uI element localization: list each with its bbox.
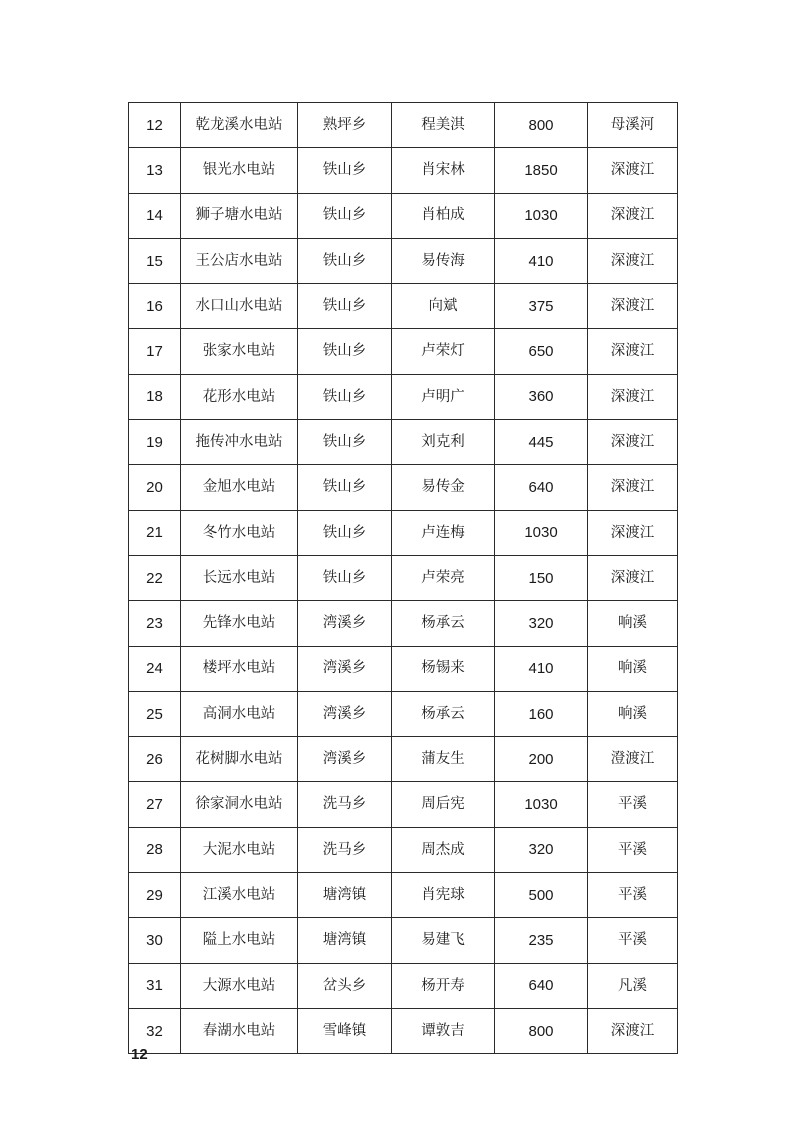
cell-owner: 肖宋林	[392, 148, 495, 193]
cell-capacity: 1030	[495, 782, 588, 827]
cell-serial-number: 18	[129, 374, 181, 419]
cell-serial-number: 28	[129, 827, 181, 872]
cell-river: 平溪	[588, 873, 678, 918]
cell-river: 深渡江	[588, 238, 678, 283]
cell-river: 深渡江	[588, 329, 678, 374]
cell-station-name: 水口山水电站	[181, 284, 298, 329]
cell-station-name: 王公店水电站	[181, 238, 298, 283]
cell-township: 铁山乡	[298, 284, 392, 329]
cell-station-name: 隘上水电站	[181, 918, 298, 963]
cell-capacity: 800	[495, 103, 588, 148]
cell-township: 铁山乡	[298, 420, 392, 465]
cell-station-name: 冬竹水电站	[181, 510, 298, 555]
cell-capacity: 200	[495, 737, 588, 782]
cell-serial-number: 32	[129, 1008, 181, 1053]
cell-river: 深渡江	[588, 193, 678, 238]
cell-township: 洗马乡	[298, 827, 392, 872]
cell-owner: 向斌	[392, 284, 495, 329]
cell-serial-number: 20	[129, 465, 181, 510]
table-row	[129, 918, 678, 963]
cell-river: 澄渡江	[588, 737, 678, 782]
cell-capacity: 650	[495, 329, 588, 374]
cell-owner: 卢明广	[392, 374, 495, 419]
cell-township: 雪峰镇	[298, 1008, 392, 1053]
cell-river: 深渡江	[588, 148, 678, 193]
cell-township: 铁山乡	[298, 329, 392, 374]
table-row	[129, 555, 678, 600]
cell-serial-number: 17	[129, 329, 181, 374]
cell-station-name: 狮子塘水电站	[181, 193, 298, 238]
cell-owner: 蒲友生	[392, 737, 495, 782]
table-row	[129, 646, 678, 691]
cell-owner: 周杰成	[392, 827, 495, 872]
cell-station-name: 楼坪水电站	[181, 646, 298, 691]
cell-serial-number: 27	[129, 782, 181, 827]
cell-station-name: 张家水电站	[181, 329, 298, 374]
cell-capacity: 150	[495, 555, 588, 600]
cell-capacity: 320	[495, 601, 588, 646]
cell-owner: 程美淇	[392, 103, 495, 148]
cell-river: 平溪	[588, 827, 678, 872]
table-row	[129, 103, 678, 148]
cell-river: 平溪	[588, 782, 678, 827]
cell-owner: 杨开寿	[392, 963, 495, 1008]
cell-station-name: 花形水电站	[181, 374, 298, 419]
hydropower-station-table	[128, 102, 678, 1054]
cell-township: 湾溪乡	[298, 691, 392, 736]
cell-township: 塘湾镇	[298, 918, 392, 963]
cell-river: 深渡江	[588, 465, 678, 510]
cell-station-name: 高洞水电站	[181, 691, 298, 736]
table-row	[129, 238, 678, 283]
page-number: 12	[131, 1046, 148, 1063]
cell-township: 铁山乡	[298, 193, 392, 238]
cell-serial-number: 29	[129, 873, 181, 918]
cell-river: 响溪	[588, 601, 678, 646]
cell-owner: 肖宪球	[392, 873, 495, 918]
cell-capacity: 640	[495, 465, 588, 510]
cell-township: 铁山乡	[298, 555, 392, 600]
table-row	[129, 284, 678, 329]
cell-station-name: 徐家洞水电站	[181, 782, 298, 827]
cell-river: 深渡江	[588, 510, 678, 555]
cell-station-name: 先锋水电站	[181, 601, 298, 646]
cell-township: 铁山乡	[298, 374, 392, 419]
cell-serial-number: 13	[129, 148, 181, 193]
cell-township: 铁山乡	[298, 465, 392, 510]
cell-serial-number: 14	[129, 193, 181, 238]
cell-serial-number: 31	[129, 963, 181, 1008]
cell-township: 塘湾镇	[298, 873, 392, 918]
cell-capacity: 640	[495, 963, 588, 1008]
cell-station-name: 拖传冲水电站	[181, 420, 298, 465]
table-row	[129, 148, 678, 193]
cell-owner: 杨承云	[392, 601, 495, 646]
cell-river: 深渡江	[588, 374, 678, 419]
cell-station-name: 春湖水电站	[181, 1008, 298, 1053]
cell-capacity: 360	[495, 374, 588, 419]
cell-station-name: 乾龙溪水电站	[181, 103, 298, 148]
cell-capacity: 410	[495, 238, 588, 283]
cell-serial-number: 16	[129, 284, 181, 329]
cell-owner: 易建飞	[392, 918, 495, 963]
cell-capacity: 235	[495, 918, 588, 963]
cell-river: 深渡江	[588, 420, 678, 465]
cell-river: 平溪	[588, 918, 678, 963]
cell-capacity: 800	[495, 1008, 588, 1053]
cell-township: 湾溪乡	[298, 601, 392, 646]
table-row	[129, 374, 678, 419]
table-row	[129, 827, 678, 872]
cell-serial-number: 12	[129, 103, 181, 148]
cell-owner: 卢连梅	[392, 510, 495, 555]
cell-owner: 杨锡来	[392, 646, 495, 691]
table-row	[129, 963, 678, 1008]
cell-serial-number: 19	[129, 420, 181, 465]
table-row	[129, 193, 678, 238]
cell-owner: 谭敦吉	[392, 1008, 495, 1053]
table-row	[129, 465, 678, 510]
cell-station-name: 银光水电站	[181, 148, 298, 193]
cell-station-name: 花树脚水电站	[181, 737, 298, 782]
cell-owner: 易传海	[392, 238, 495, 283]
cell-serial-number: 30	[129, 918, 181, 963]
cell-capacity: 1030	[495, 510, 588, 555]
table-row	[129, 601, 678, 646]
cell-capacity: 410	[495, 646, 588, 691]
cell-river: 母溪河	[588, 103, 678, 148]
cell-serial-number: 15	[129, 238, 181, 283]
cell-serial-number: 23	[129, 601, 181, 646]
table-row	[129, 873, 678, 918]
cell-serial-number: 26	[129, 737, 181, 782]
cell-owner: 周后宪	[392, 782, 495, 827]
cell-river: 响溪	[588, 646, 678, 691]
cell-station-name: 长远水电站	[181, 555, 298, 600]
cell-owner: 卢荣灯	[392, 329, 495, 374]
cell-township: 铁山乡	[298, 238, 392, 283]
cell-township: 铁山乡	[298, 510, 392, 555]
table-row	[129, 329, 678, 374]
cell-township: 湾溪乡	[298, 737, 392, 782]
cell-river: 深渡江	[588, 555, 678, 600]
table-row	[129, 737, 678, 782]
cell-township: 洗马乡	[298, 782, 392, 827]
cell-township: 岔头乡	[298, 963, 392, 1008]
cell-serial-number: 24	[129, 646, 181, 691]
cell-serial-number: 22	[129, 555, 181, 600]
cell-river: 凡溪	[588, 963, 678, 1008]
cell-river: 深渡江	[588, 284, 678, 329]
cell-station-name: 金旭水电站	[181, 465, 298, 510]
cell-serial-number: 25	[129, 691, 181, 736]
cell-station-name: 江溪水电站	[181, 873, 298, 918]
cell-capacity: 1030	[495, 193, 588, 238]
table-row	[129, 510, 678, 555]
table-row	[129, 1008, 678, 1053]
table-row	[129, 420, 678, 465]
table-row	[129, 782, 678, 827]
cell-owner: 卢荣亮	[392, 555, 495, 600]
cell-owner: 易传金	[392, 465, 495, 510]
table-row	[129, 691, 678, 736]
cell-serial-number: 21	[129, 510, 181, 555]
cell-capacity: 160	[495, 691, 588, 736]
cell-owner: 杨承云	[392, 691, 495, 736]
cell-station-name: 大泥水电站	[181, 827, 298, 872]
cell-capacity: 320	[495, 827, 588, 872]
cell-owner: 肖柏成	[392, 193, 495, 238]
cell-capacity: 375	[495, 284, 588, 329]
cell-capacity: 1850	[495, 148, 588, 193]
cell-township: 铁山乡	[298, 148, 392, 193]
cell-river: 响溪	[588, 691, 678, 736]
cell-river: 深渡江	[588, 1008, 678, 1053]
cell-capacity: 445	[495, 420, 588, 465]
cell-capacity: 500	[495, 873, 588, 918]
cell-township: 熟坪乡	[298, 103, 392, 148]
cell-station-name: 大源水电站	[181, 963, 298, 1008]
cell-owner: 刘克利	[392, 420, 495, 465]
table-body	[129, 103, 678, 1054]
cell-township: 湾溪乡	[298, 646, 392, 691]
